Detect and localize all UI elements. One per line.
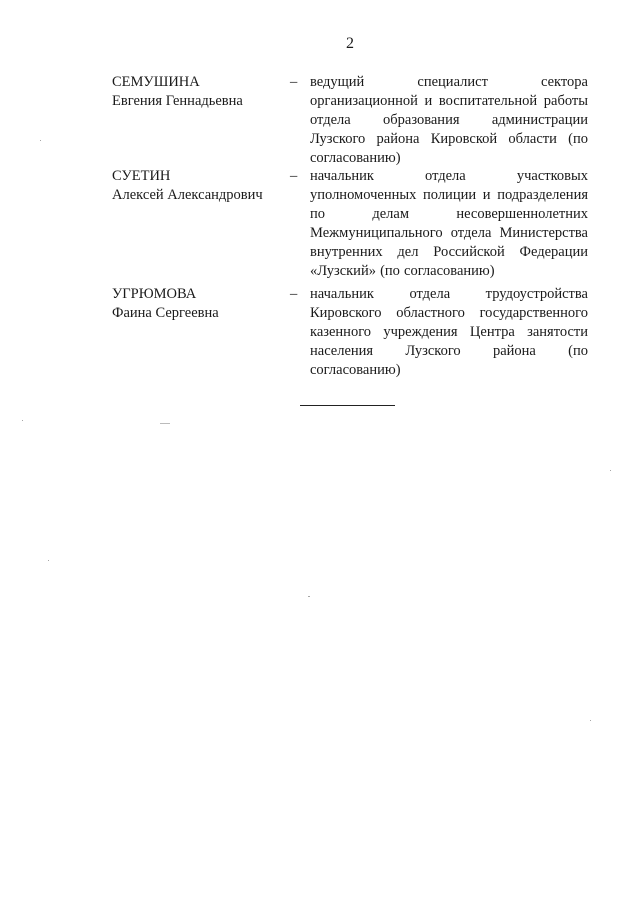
- member-role: начальник отдела трудоустройства Кировского областного государственного казенного учреждения Центра занятости населения Лузского района (по согласованию): [310, 286, 588, 378]
- page-number: 2: [346, 35, 354, 52]
- member-role: ведущий специалист сектора организационной и воспитательной работы отдела образования администрации Лузского района Кировской области (по согласованию): [310, 74, 588, 166]
- member-name: [112, 285, 287, 323]
- separator-dash: –: [290, 168, 298, 184]
- scan-speck: [40, 140, 41, 141]
- scan-speck: [308, 596, 310, 597]
- separator-dash: –: [290, 74, 298, 90]
- scan-speck: [160, 423, 170, 424]
- scan-speck: [48, 560, 49, 561]
- member-role: начальник отдела участковых уполномоченных полиции и подразделения по делам несовершеннолетних Межмуниципального отдела Министерства внутренних дел Российской Федерации «Лузский» (по согласованию): [310, 168, 588, 279]
- scan-speck: [22, 420, 23, 421]
- scan-speck: [610, 470, 611, 471]
- member-given-names: Евгения Геннадьевна: [112, 93, 243, 109]
- member-surname: УГРЮМОВА: [112, 286, 197, 302]
- member-surname: СЕМУШИНА: [112, 74, 200, 90]
- member-given-names: Фаина Сергеевна: [112, 305, 219, 321]
- separator-dash: –: [290, 286, 298, 302]
- member-given-names: Алексей Александрович: [112, 187, 263, 203]
- closing-rule: [300, 405, 395, 406]
- member-name: [112, 73, 287, 111]
- scan-speck: [590, 720, 591, 721]
- member-surname: СУЕТИН: [112, 168, 171, 184]
- member-name: [112, 167, 287, 205]
